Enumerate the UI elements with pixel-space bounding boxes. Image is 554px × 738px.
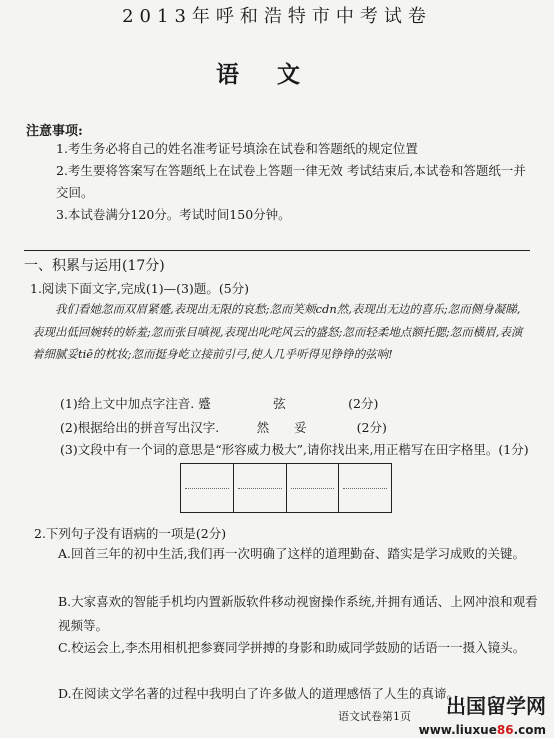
section-heading: 一、积累与运用(17分) — [24, 258, 165, 274]
notice-item: 1.考生务必将自己的姓名准考证号填涂在试卷和答题纸的规定位置 — [56, 141, 418, 156]
notice-item: 2.考生要将答案写在答题纸上在试卷上答题一律无效 考试结束后,本试卷和答题纸一并交回。 — [56, 163, 526, 200]
grid-cell — [339, 464, 391, 512]
grid-cell — [181, 464, 234, 512]
section-divider — [24, 250, 530, 251]
question-1-stem: 1.阅读下面文字,完成(1)—(3)题。(5分) — [30, 281, 250, 296]
reading-passage: 我们看她忽而双眉紧蹙,表现出无限的哀愁;忽而笑颊cdn然,表现出无边的喜乐;忽而侧身凝睇,表现出低回婉转的娇羞;忽而张目嗔视,表现出叱咤风云的盛怒;忽而轻柔地点额托腮;忽而横眉,表演着细腻妥tiē的枕妆;忽而挺身屹立接前引弓,使人几乎听得见铮铮的弦响! — [32, 302, 523, 361]
watermark-url-number: 86 — [496, 723, 514, 737]
option-a: A.回首三年的初中生活,我们再一次明确了这样的道理勤奋、踏实是学习成败的关键。 — [58, 546, 525, 561]
watermark-url-suffix: .com — [513, 723, 546, 737]
exam-title: 2013年呼和浩特市中考试卷 — [122, 6, 432, 27]
watermark-brand: 出国留学网 — [446, 694, 546, 718]
watermark-url-prefix: www.liuxue — [418, 723, 497, 737]
watermark — [419, 690, 546, 738]
option-c: C.校运会上,李杰用相机把参赛同学拼搏的身影和助威同学鼓励的话语一一摄入镜头。 — [58, 640, 526, 655]
subquestion-1: (1)给上文中加点字注音. 蹙 弦 (2分) — [60, 396, 379, 411]
notice-heading: 注意事项: — [26, 124, 83, 139]
option-b: B.大家喜欢的智能手机均内置新版软件移动视窗操作系统,并拥有通话、上网冲浪和观看视频等。 — [58, 594, 538, 633]
subject-heading: 语文 — [216, 61, 338, 88]
option-d: D.在阅读文学名著的过程中我明白了许多做人的道理感悟了人生的真谛。 — [58, 686, 460, 701]
notice-item: 3.本试卷满分120分。考试时间150分钟。 — [56, 207, 291, 222]
subquestion-3: (3)文段中有一个词的意思是“形容威力极大”,请你找出来,用正楷写在田字格里。(1分) — [60, 442, 529, 457]
tianzi-grid — [180, 463, 392, 513]
question-2-stem: 2.下列句子没有语病的一项是(2分) — [34, 526, 227, 541]
page-footer: 语文试卷第1页 — [338, 710, 411, 723]
grid-cell — [287, 464, 340, 512]
subquestion-2: (2)根据给出的拼音写出汉字. 然 妥 (2分) — [60, 420, 387, 435]
watermark-url — [419, 723, 546, 737]
grid-cell — [234, 464, 287, 512]
